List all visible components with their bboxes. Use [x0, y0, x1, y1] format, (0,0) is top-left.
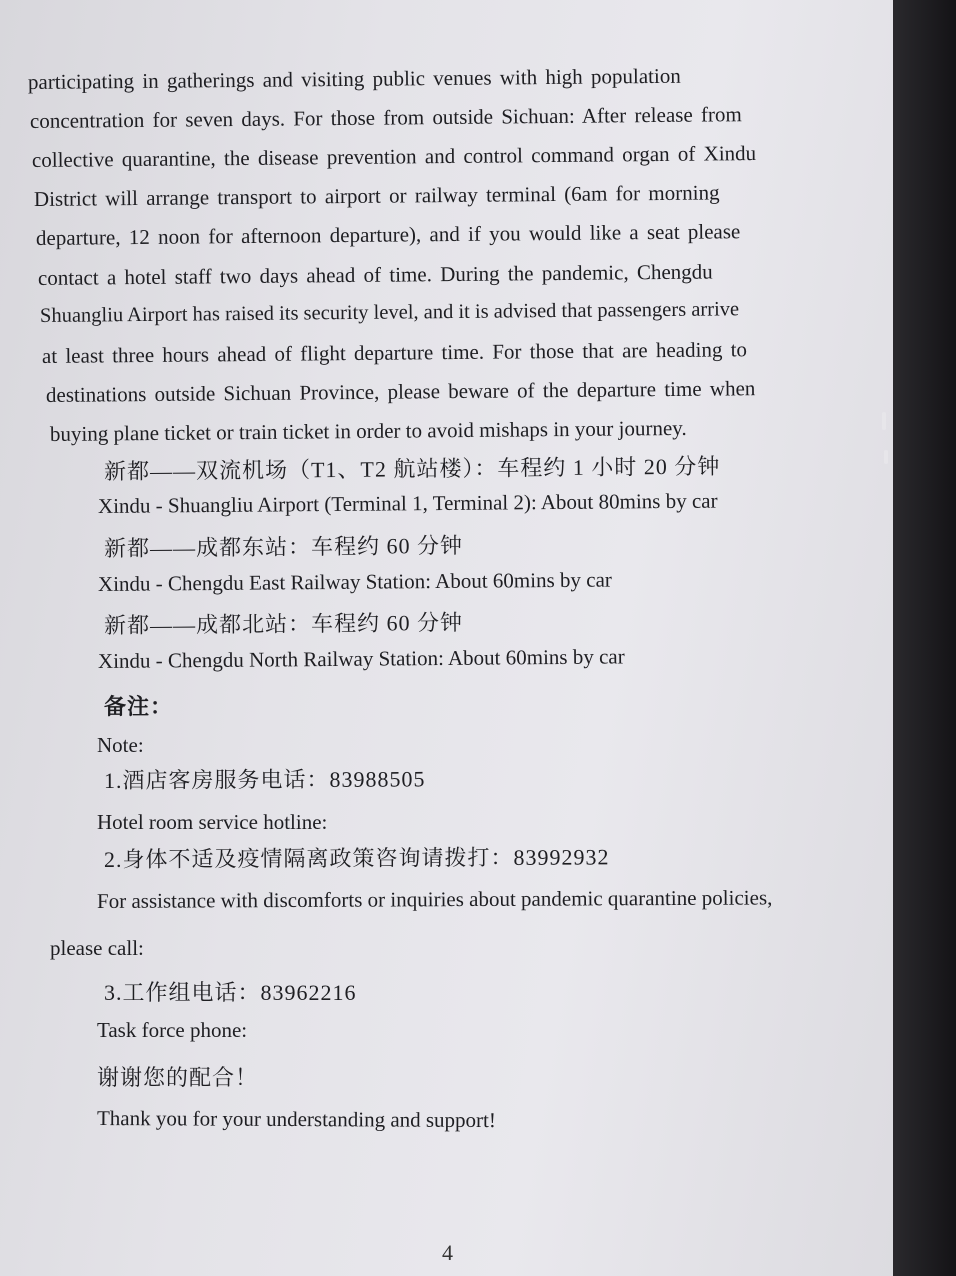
closing-cn: 谢谢您的配合！ — [97, 1065, 259, 1090]
paragraph-line: concentration for seven days. For those from outside Sichuan: After release from — [29, 102, 742, 133]
binder-mark — [884, 450, 888, 464]
desk-background — [893, 0, 956, 1276]
paragraph-line: departure, 12 noon for afternoon departure), and if you would like a seat please — [35, 219, 741, 250]
closing-en: Thank you for your understanding and support! — [96, 1106, 496, 1133]
quarantine-inquiry-phone-en: For assistance with discomforts or inquiries about pandemic quarantine policies, — [96, 885, 773, 913]
route-en: Xindu - Chengdu North Railway Station: About 60mins by car — [97, 644, 625, 673]
quarantine-inquiry-phone-en-cont: please call: — [50, 936, 144, 960]
binder-mark — [882, 412, 886, 430]
route-en: Xindu - Chengdu East Railway Station: About 60mins by car — [97, 567, 612, 596]
paragraph-line: collective quarantine, the disease prevention and control command organ of Xindu — [31, 141, 757, 172]
paragraph-line: buying plane ticket or train ticket in order to avoid mishaps in your journey. — [49, 415, 687, 446]
note-label-cn: 备注： — [104, 694, 174, 719]
paragraph-line: destinations outside Sichuan Province, please beware of the departure time when — [45, 376, 756, 407]
paragraph-line: Shuangliu Airport has raised its security level, and it is advised that passengers arrive — [39, 298, 740, 327]
quarantine-inquiry-phone-cn: 2.身体不适及疫情隔离政策咨询请拨打：83992932 — [103, 844, 610, 872]
task-force-phone-en: Task force phone: — [97, 1018, 248, 1042]
paragraph-line: at least three hours ahead of flight departure time. For those that are heading to — [41, 337, 748, 368]
paragraph-line: participating in gatherings and visiting public venues with high population — [27, 63, 681, 94]
route-cn: 新都——双流机场（T1、T2 航站楼）：车程约 1 小时 20 分钟 — [103, 453, 721, 484]
hotel-service-phone-en: Hotel room service hotline: — [97, 810, 328, 834]
paragraph-line: contact a hotel staff two days ahead of time. During the pandemic, Chengdu — [37, 259, 713, 290]
task-force-phone-cn: 3.工作组电话：83962216 — [104, 980, 357, 1005]
page-number: 4 — [442, 1240, 453, 1265]
paragraph-line: District will arrange transport to airport or railway terminal (6am for morning — [33, 180, 720, 211]
route-cn: 新都——成都北站：车程约 60 分钟 — [103, 609, 464, 638]
route-en: Xindu - Shuangliu Airport (Terminal 1, Terminal 2): About 80mins by car — [97, 488, 718, 518]
hotel-service-phone-cn: 1.酒店客房服务电话：83988505 — [103, 766, 426, 793]
note-label-en: Note: — [97, 733, 144, 757]
route-cn: 新都——成都东站：车程约 60 分钟 — [103, 532, 464, 561]
